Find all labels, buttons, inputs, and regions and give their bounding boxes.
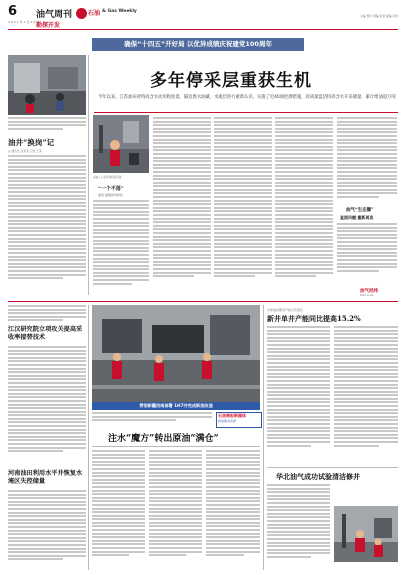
side-brand: 油气经纬 [360, 289, 378, 294]
page-date: 2 0 2 1 年 1 月 2 9 日 [8, 20, 39, 24]
divider [263, 305, 264, 570]
xinjing-kicker: 中原油田都县产能示范项目 [267, 308, 304, 312]
section-logo [76, 8, 87, 19]
main-body-col-1 [153, 117, 211, 295]
side-brand-sub: Field Lines [360, 294, 374, 297]
middle-photo-caption: 采油工人在井场检查设备 [93, 176, 122, 179]
injection-col-2 [149, 450, 202, 570]
sidebar-title: 油气“生态圈” [346, 208, 374, 213]
left-story-byline: ◎ 通讯员 张某某 记者 王某 [8, 149, 42, 153]
photo-caption-bar-text: 贯彻新疆西南部署 1H7井完成新层改造 [139, 403, 213, 408]
section-rule [8, 301, 398, 302]
lead-rule [94, 112, 398, 113]
left-story-body [8, 155, 86, 295]
ad-logo-text: 石油商报新媒体 [218, 413, 246, 418]
huabei-headline: 华北油气成功试验清洁修井 [276, 472, 360, 481]
jianghan-headline: 江汉研究院立项攻关提高采收率接替技术 [8, 326, 83, 341]
top-left-photo [8, 55, 86, 115]
page-number: 6 [8, 4, 18, 19]
right-brief-body [337, 117, 397, 207]
divider [88, 305, 89, 570]
ad-logo-sub: 新闻服务资源 [218, 419, 237, 423]
henan-body [8, 490, 86, 570]
injection-col-1 [92, 450, 145, 570]
left-story-headline: 油井“换岗”记 [8, 138, 55, 147]
main-headline: 多年停采层重获生机 [150, 71, 312, 91]
big-photo [92, 305, 260, 402]
main-body-col-3 [275, 117, 333, 295]
jianghan-body [8, 346, 86, 466]
edition-label: 勘探开发 [36, 22, 61, 29]
banner-text: 确保“十四五”开好局 以优异成绩庆祝建党100周年 [124, 40, 272, 48]
injection-headline: 注水“魔方”转出原油“满仓” [108, 434, 219, 444]
main-lead: 今年以来，江苏油田对特高含水动用程度低、隔边底水油藏、水淹层进行重新认识，实施了近40项挖潜措施，高质量盘活特高含水开采储量，累计增油超万吨 [98, 95, 396, 100]
middle-photo [93, 115, 149, 173]
big-photo-caption [92, 412, 212, 424]
xinjing-headline: 新井单井产能同比提高15.2% [267, 314, 361, 323]
injection-col-3 [206, 450, 260, 570]
sidebar-headline: 直面问题·重新再谈 [340, 215, 374, 220]
masthead-rule [8, 29, 398, 30]
lower-left-top-body [8, 305, 86, 325]
divider [88, 55, 89, 295]
xinjing-col-1 [267, 326, 330, 464]
logo-text: 石油 [88, 10, 101, 17]
paper-name: 油气周刊 [36, 10, 73, 20]
section-label: & Gas Weekly [102, 9, 137, 14]
injection-rule [92, 446, 260, 447]
xinjing-col-2 [334, 326, 398, 464]
masthead-contacts: 主编 郑中 责编 张岩 美编 许洋 [359, 14, 398, 18]
huabei-body [267, 484, 330, 570]
sidebar-body [337, 223, 397, 283]
huabei-photo [334, 506, 398, 562]
quote-text: “一个不落” [98, 186, 124, 192]
henan-headline: 河南油田利用水平井恢复水淹区失控储量 [8, 470, 83, 485]
quote-body [93, 200, 149, 295]
huabei-rule [267, 467, 398, 468]
photo-caption-text [8, 117, 86, 133]
main-body-col-2 [214, 117, 272, 295]
quote-subtext: 油田·措施的多样化 [98, 193, 123, 197]
